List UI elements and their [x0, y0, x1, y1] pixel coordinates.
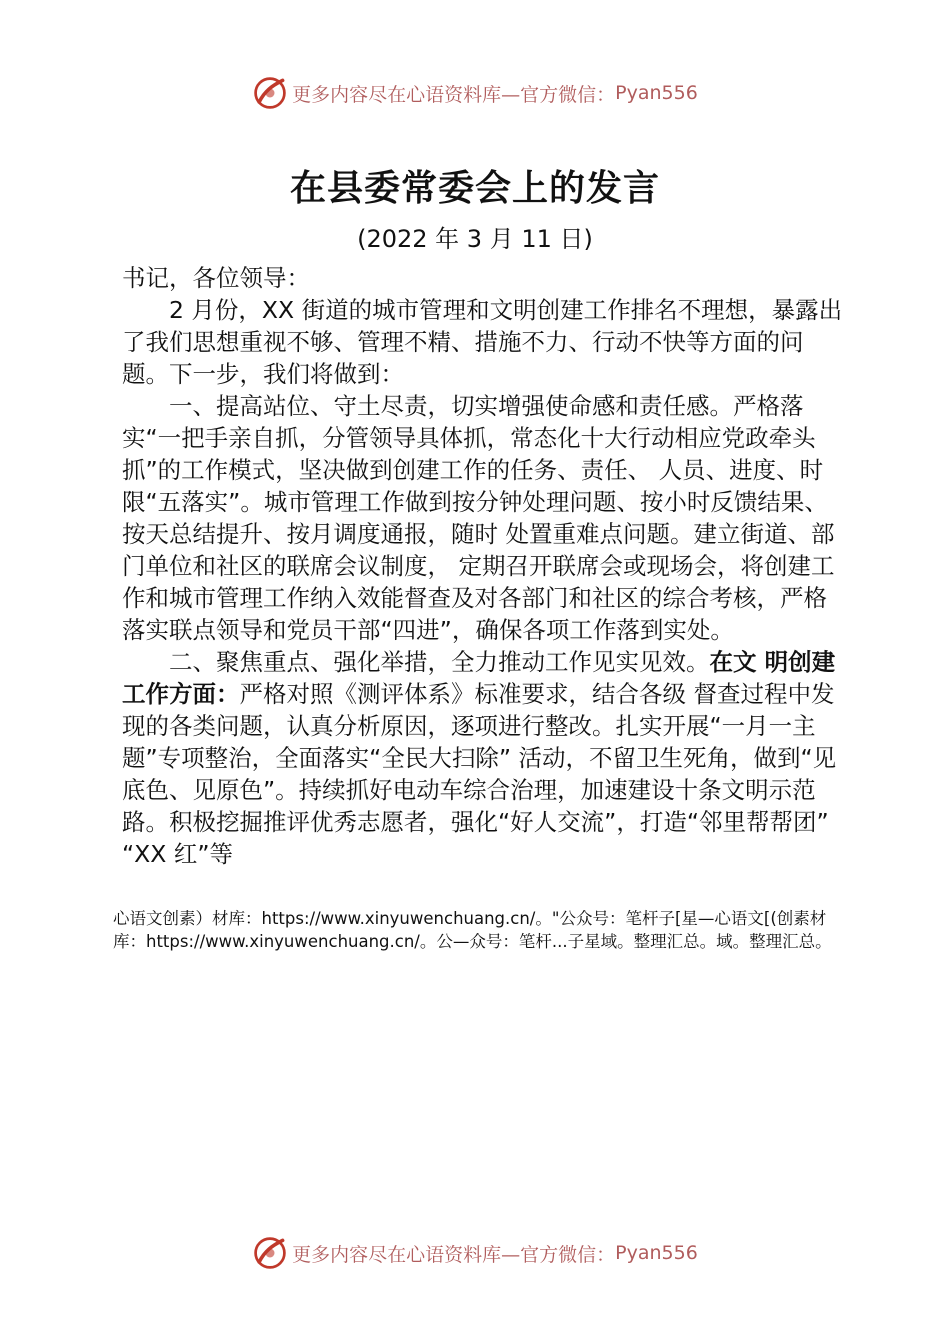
footnote-line-1: 心语文创素）材库：https://www.xinyuwenchuang.cn/。"公众号：笔杆子[星—心语文[(创素材	[113, 909, 827, 928]
document-body	[122, 262, 844, 870]
source-footnote	[113, 907, 873, 953]
banner-wechat-id: Pyan556	[615, 82, 698, 104]
brand-logo-icon	[252, 75, 288, 111]
paragraph-3-lead: 二、聚焦重点、强化举措，全力推动工作见实见效。	[169, 648, 710, 676]
footer-watermark-banner	[0, 1233, 950, 1273]
paragraph-3-bold-heading: 在文 明创建工作方面：	[122, 648, 836, 708]
document-title: 在县委常委会上的发言	[289, 167, 660, 209]
paragraph-1: 2 月份，XX 街道的城市管理和文明创建工作排名不理想，暴露出了我们思想重视不够、管理不精、措施不力、行动不快等方面的问题。下一步，我们将做到：	[122, 296, 843, 388]
banner-text: 更多内容尽在心语资料库—官方微信：	[292, 83, 616, 106]
brand-logo-icon	[252, 1235, 288, 1271]
footnote-line-2: 库：https://www.xinyuwenchuang.cn/。公—众号：笔杆...子星域。整理汇总。域。整理汇总。	[113, 932, 832, 951]
banner-wechat-id: Pyan556	[615, 1242, 698, 1264]
paragraph-3-body: 严格对照《测评体系》标准要求，结合各级 督查过程中发现的各类问题，认真分析原因，逐项进行整改。扎实开展“一月一主题”专项整治，全面落实“全民大扫除” 活动，不留卫生死角，做到“见底色、见原色”。持续抓好电动车综合治理，加速建设十条文明示范路。积极挖掘推评优秀志愿者，强化“好人交流”，打造“邻里帮帮团” “XX 红”等	[122, 680, 837, 868]
header-watermark-banner	[0, 73, 950, 113]
salutation: 书记，各位领导：	[122, 264, 310, 292]
document-date: (2022 年 3 月 11 日)	[357, 225, 593, 253]
paragraph-2: 一、提高站位、守土尽责，切实增强使命感和责任感。严格落实“一把手亲自抓，分管领导具体抓，常态化十大行动相应党政牵头抓”的工作模式，坚决做到创建工作的任务、责任、 人员、进度、时限“五落实”。城市管理工作做到按分钟处理问题、按小时反馈结果、按天总结提升、按月调度通报，随时 处置重难点问题。建立街道、部门单位和社区的联席会议制度， 定期召开联席会或现场会，将创建工作和城市管理工作纳入效能督查及对各部门和社区的综合考核，严格落实联点领导和党员干部“四进”，确保各项工作落到实处。	[122, 392, 835, 644]
banner-text: 更多内容尽在心语资料库—官方微信：	[292, 1243, 616, 1266]
paragraph-3	[122, 646, 844, 870]
